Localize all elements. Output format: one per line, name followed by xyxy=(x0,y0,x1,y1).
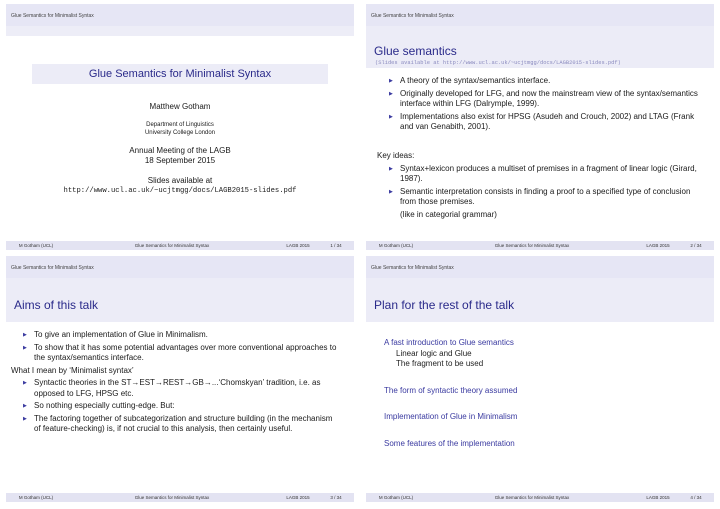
frame-title: Plan for the rest of the talk xyxy=(374,298,515,312)
toc-subsection[interactable]: The fragment to be used xyxy=(396,359,484,368)
slide-subheader xyxy=(6,26,354,36)
slide-footer: M Gotham (UCL) Glue Semantics for Minimalist Syntax LAGB 2015 3 / 34 xyxy=(6,493,354,502)
frame-title: Glue semantics xyxy=(374,44,457,58)
bullet-item: ▶ Originally developed for LFG, and now the mainstream view of the syntax/semantics interface within LFG (Dalrymple, 1999). xyxy=(388,89,700,110)
bullet-item: ▶ Semantic interpretation consists in finding a proof to a specified type of conclusion from those premises. xyxy=(388,187,700,208)
slide-header: Glue Semantics for Minimalist Syntax xyxy=(366,256,714,278)
university: University College London xyxy=(144,129,216,136)
section-label: What I mean by ‘Minimalist syntax’ xyxy=(11,365,134,375)
bullet-item: ▶ Syntax+lexicon produces a multiset of premises in a fragment of linear logic (Girard, 1987). xyxy=(388,164,700,185)
bullet-item: ▶ The factoring together of subcategorization and structure building (in the mechanism of feature-checking) is, if not crucial to this analysis, then certainly useful. xyxy=(22,414,338,435)
toc-section-3[interactable]: Implementation of Glue in Minimalism xyxy=(384,412,518,421)
bullet-item: ▶ Syntactic theories in the ST→EST→REST→GB→...‘Chomskyan’ tradition, i.e. as opposed to LFG, HPSG etc. xyxy=(22,378,338,399)
slide-1 xyxy=(6,4,354,250)
page-number: 2 / 34 xyxy=(690,243,702,248)
frame-title-band xyxy=(6,278,354,322)
slides-label: Slides available at xyxy=(147,175,213,185)
bullet-item: ▶ A theory of the syntax/semantics interface. xyxy=(388,76,700,87)
meeting-name: Annual Meeting of the LAGB xyxy=(129,145,231,155)
toc-section-2[interactable]: The form of syntactic theory assumed xyxy=(384,385,518,395)
toc-section-4[interactable]: Some features of the implementation xyxy=(384,438,515,448)
toc-section-1[interactable]: A fast introduction to Glue semantics xyxy=(384,338,514,347)
slide-header: Glue Semantics for Minimalist Syntax xyxy=(366,4,714,26)
slide-footer: M Gotham (UCL) Glue Semantics for Minimalist Syntax LAGB 2015 4 / 34 xyxy=(366,493,714,502)
slide-3 xyxy=(6,256,354,502)
bullet-item: ▶ So nothing especially cutting-edge. But: xyxy=(22,401,338,412)
page-number: 1 / 34 xyxy=(330,243,342,248)
slide-header: Glue Semantics for Minimalist Syntax xyxy=(6,256,354,278)
slide-footer: M Gotham (UCL) Glue Semantics for Minimalist Syntax LAGB 2015 1 / 34 xyxy=(6,241,354,250)
bullet-item: ▶ Implementations also exist for HPSG (Asudeh and Crouch, 2002) and LTAG (Frank and van Genabith, 2001). xyxy=(388,112,700,133)
note-text: (like in categorial grammar) xyxy=(400,209,497,219)
page-number: 4 / 34 xyxy=(690,495,702,500)
bullet-item: ▶ To show that it has some potential advantages over more conventional approaches to the syntax/semantics interface. xyxy=(22,343,338,364)
presentation-title: Glue Semantics for Minimalist Syntax xyxy=(88,68,272,80)
author-name: Matthew Gotham xyxy=(149,102,211,111)
frame-title-band xyxy=(366,278,714,322)
meeting-date: 18 September 2015 xyxy=(144,156,216,165)
toc-subsection[interactable]: Linear logic and Glue xyxy=(396,348,472,358)
slide-2 xyxy=(366,4,714,250)
slide-header: Glue Semantics for Minimalist Syntax xyxy=(6,4,354,26)
frame-title-band xyxy=(366,26,714,68)
department: Department of Linguistics xyxy=(146,121,214,128)
title-box xyxy=(32,64,328,84)
slide-footer: M Gotham (UCL) Glue Semantics for Minimalist Syntax LAGB 2015 2 / 34 xyxy=(366,241,714,250)
slide-4 xyxy=(366,256,714,502)
slides-url[interactable]: http://www.ucl.ac.uk/~ucjtmgg/docs/LAGB2015-slides.pdf xyxy=(63,187,297,195)
bullet-item: ▶ To give an implementation of Glue in Minimalism. xyxy=(22,330,338,341)
page-number: 3 / 34 xyxy=(330,495,342,500)
frame-subtitle: (Slides available at http://www.ucl.ac.uk/~ucjtmgg/docs/LAGB2015-slides.pdf) xyxy=(375,60,621,66)
frame-title: Aims of this talk xyxy=(14,298,99,312)
key-ideas-label: Key ideas: xyxy=(377,151,415,160)
